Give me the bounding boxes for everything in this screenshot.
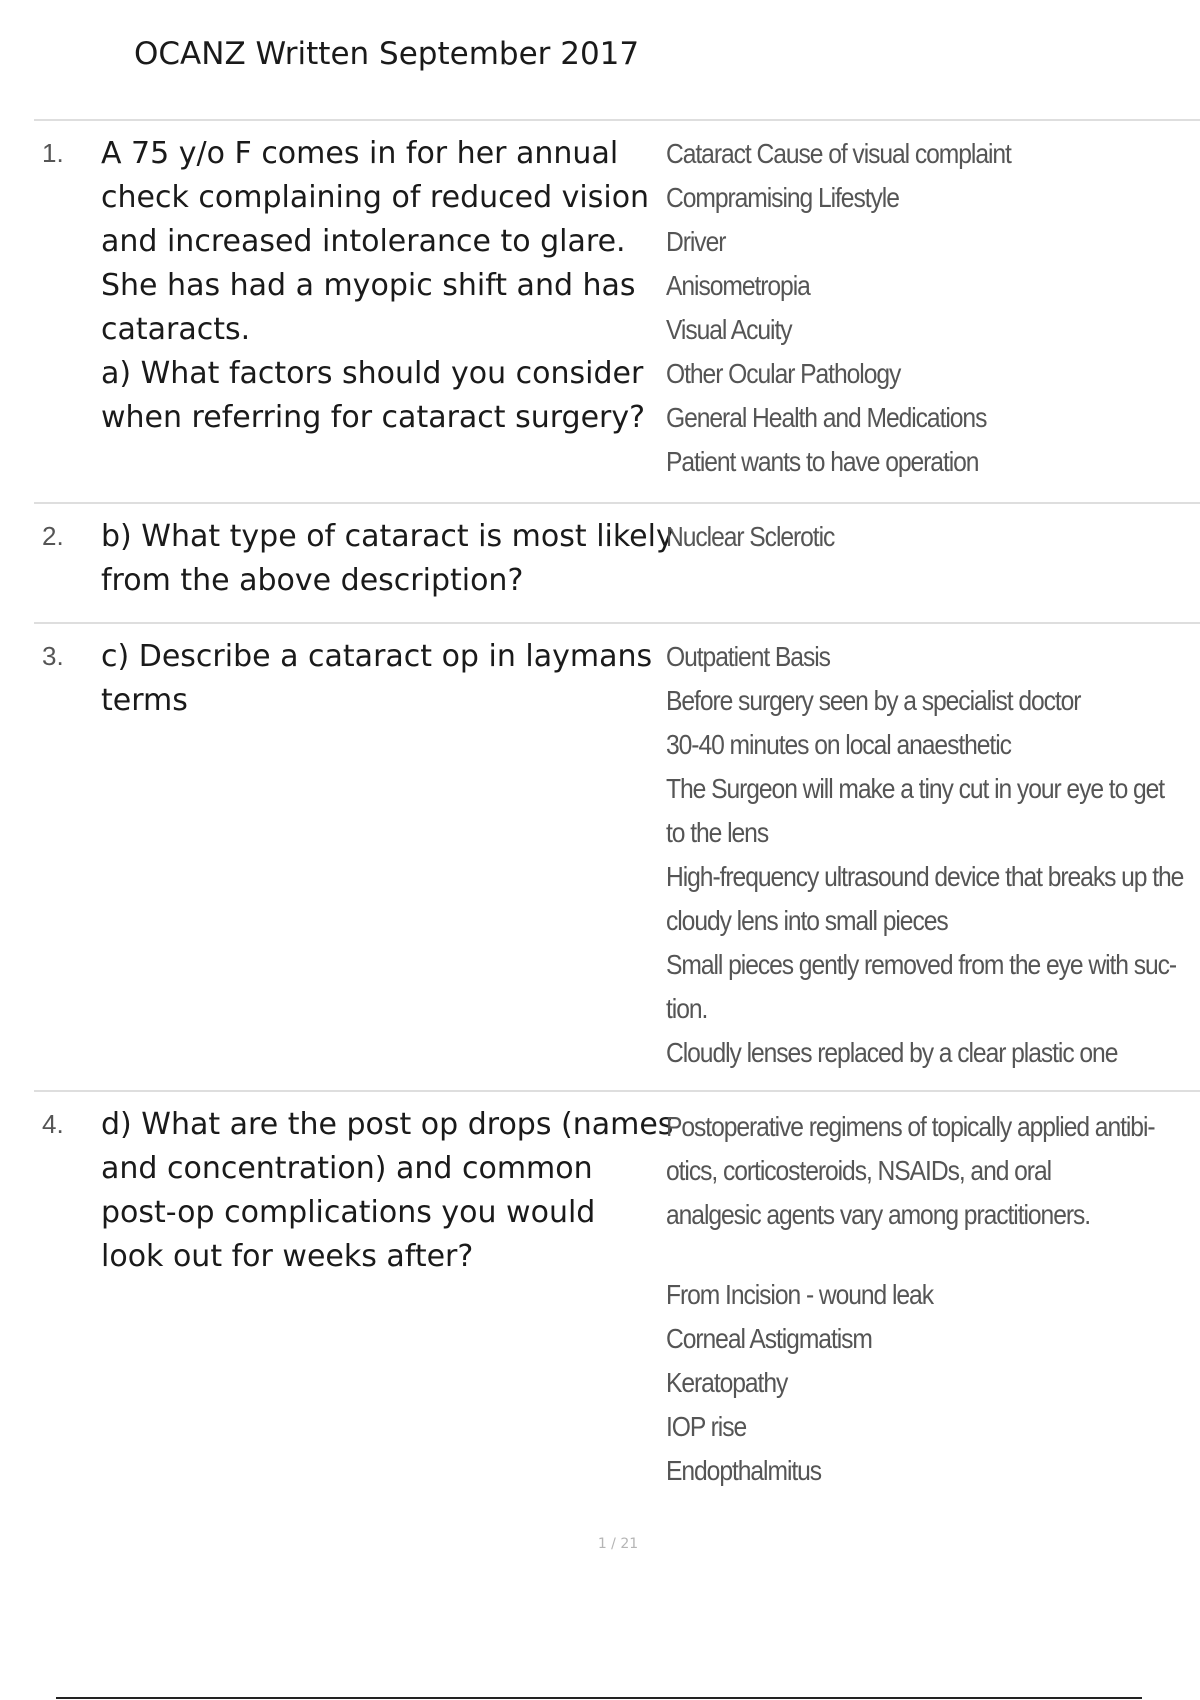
section-divider [34, 119, 1200, 121]
question-number: 1. [42, 138, 64, 168]
question-text [101, 515, 674, 603]
answer-line: IOP rise [666, 1411, 747, 1442]
question-text [101, 635, 661, 723]
answer-text [666, 515, 1194, 559]
question-line: post-op complications you would [101, 1195, 596, 1230]
section-divider [34, 622, 1200, 624]
answer-line: Before surgery seen by a specialist doctor [666, 685, 1081, 716]
question-number: 2. [42, 521, 64, 551]
answer-line: 30-40 minutes on local anaesthetic [666, 729, 1011, 760]
document-title: OCANZ Written September 2017 [134, 36, 640, 72]
answer-line: General Health and Medications [666, 402, 987, 433]
answer-text [666, 132, 1194, 484]
page-bottom-divider [56, 1697, 1142, 1699]
answer-line: High-frequency ultrasound device that breaks up the [666, 861, 1184, 892]
answer-line: Other Ocular Pathology [666, 358, 901, 389]
answer-line: Nuclear Sclerotic [666, 521, 835, 552]
answer-line: From Incision - wound leak [666, 1279, 933, 1310]
question-line: check complaining of reduced vision [101, 180, 650, 215]
answer-line: to the lens [666, 817, 769, 848]
question-text [101, 132, 661, 440]
question-line: c) Describe a cataract op in laymans [101, 639, 653, 674]
section-divider [34, 1090, 1200, 1092]
answer-line: Driver [666, 226, 726, 257]
answer-line: cloudy lens into small pieces [666, 905, 948, 936]
question-line: from the above description? [101, 563, 524, 598]
answer-line: tion. [666, 993, 708, 1024]
question-text [101, 1103, 674, 1279]
answer-line: Compramising Lifestyle [666, 182, 899, 213]
question-line: when referring for cataract surgery? [101, 400, 646, 435]
answer-line: Patient wants to have operation [666, 446, 979, 477]
question-number: 3. [42, 641, 64, 671]
answer-text [666, 1105, 1194, 1493]
answer-line: Anisometropia [666, 270, 810, 301]
answer-line: Cataract Cause of visual complaint [666, 138, 1011, 169]
question-line: and concentration) and common [101, 1151, 593, 1186]
section-divider [34, 502, 1200, 504]
question-line: She has had a myopic shift and has [101, 268, 636, 303]
answer-line: Endopthalmitus [666, 1455, 822, 1486]
question-line: A 75 y/o F comes in for her annual [101, 136, 619, 171]
answer-line: otics, corticosteroids, NSAIDs, and oral [666, 1155, 1052, 1186]
question-line: b) What type of cataract is most likely [101, 519, 674, 554]
answer-line: The Surgeon will make a tiny cut in your eye to get [666, 773, 1165, 804]
question-line: a) What factors should you consider [101, 356, 644, 391]
page-number: 1 / 21 [597, 1536, 639, 1552]
answer-line: Visual Acuity [666, 314, 792, 345]
question-line: d) What are the post op drops (names [101, 1107, 674, 1142]
question-line: and increased intolerance to glare. [101, 224, 626, 259]
answer-line: Keratopathy [666, 1367, 788, 1398]
answer-text [666, 635, 1194, 1075]
answer-line: Small pieces gently removed from the eye with suc- [666, 949, 1177, 980]
question-line: look out for weeks after? [101, 1239, 474, 1274]
answer-line: analgesic agents vary among practitioners. [666, 1199, 1091, 1230]
answer-line: Cloudly lenses replaced by a clear plastic one [666, 1037, 1118, 1068]
answer-line: Outpatient Basis [666, 641, 830, 672]
answer-line: Postoperative regimens of topically applied antibi- [666, 1111, 1155, 1142]
answer-line: Corneal Astigmatism [666, 1323, 872, 1354]
question-line: cataracts. [101, 312, 251, 347]
question-line: terms [101, 683, 188, 718]
question-number: 4. [42, 1109, 64, 1139]
